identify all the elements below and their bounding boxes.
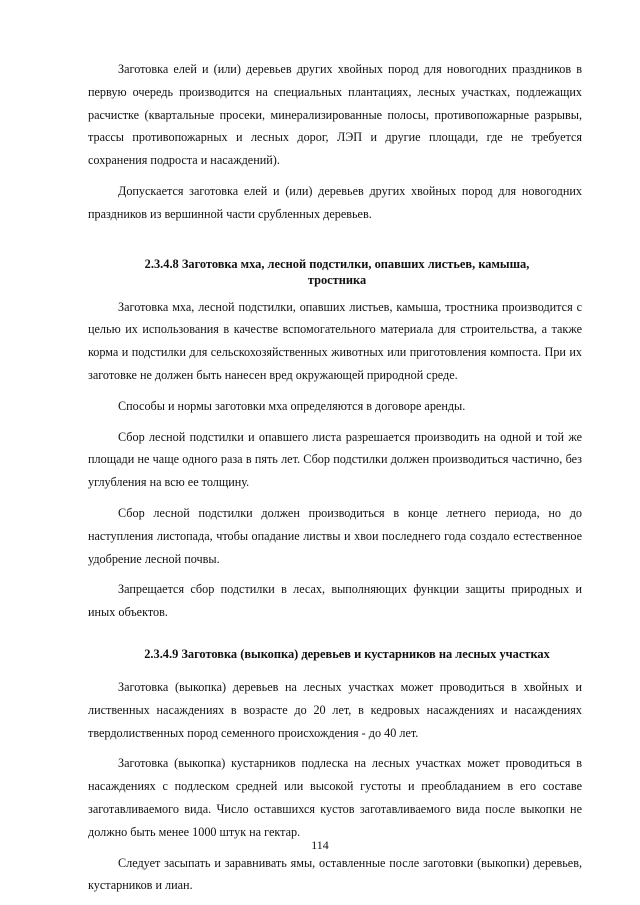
section-heading: 2.3.4.9 Заготовка (выкопка) деревьев и кустарников на лесных участках — [144, 646, 550, 661]
paragraph: Сбор лесной подстилки должен производиться в конце летнего периода, но до наступления листопада, чтобы опадание листвы и хвои последнего года создало естественное удобрение лесной почвы. — [88, 505, 582, 566]
paragraph: Способы и нормы заготовки мха определяются в договоре аренды. — [118, 398, 466, 413]
paragraph: Сбор лесной подстилки и опавшего листа разрешается производить на одной и той же площади не чаще одного раза в пять лет. Сбор подстилки должен производиться частично, без углубления на всю ее толщину. — [88, 429, 582, 490]
paragraph: Заготовка мха, лесной подстилки, опавших листьев, камыша, тростника производится с целью их использования в качестве вспомогательного материала для строительства, а также корма и подстилки для сельскохозяйственных животных или приготовления компоста. При их заготовке не должен быть нанесен вред окружающей природной среде. — [88, 299, 582, 382]
paragraph: Заготовка елей и (или) деревьев других хвойных пород для новогодних праздников в первую очередь производится на специальных плантациях, лесных участках, подлежащих расчистке (квартальные просеки, минерализированные полосы, противопожарные разрывы, трассы противопожарных и лесных дорог, ЛЭП и другие площади, где не требуется сохранения подроста и насаждений). — [88, 62, 582, 168]
paragraph: Допускается заготовка елей и (или) деревьев других хвойных пород для новогодних праздников из вершинной части срубленных деревьев. — [88, 183, 582, 221]
paragraph: Заготовка (выкопка) деревьев на лесных участках может проводиться в хвойных и лиственных насаждениях в возрасте до 20 лет, в кедровых насаждениях и насаждениях твердолиственных пород семенного происхождения - до 40 лет. — [88, 679, 582, 740]
page-number: 114 — [311, 838, 329, 852]
paragraph: Заготовка (выкопка) кустарников подлеска на лесных участках может проводиться в насаждениях с подлеском средней или высокой густоты и преобладанием в его составе заготавливаемого вида. Число оставшихся кустов заготавливаемого вида после выкопки не должно быть менее 1000 штук на гектар. — [88, 756, 582, 839]
paragraph: Следует засыпать и заравнивать ямы, оставленные после заготовки (выкопки) деревьев, кустарников и лиан. — [88, 855, 582, 893]
section-heading — [88, 256, 582, 288]
paragraph: Запрещается сбор подстилки в лесах, выполняющих функции защиты природных и иных объектов. — [88, 582, 582, 620]
section-heading-line: 2.3.4.8 Заготовка мха, лесной подстилки, опавших листьев, камыша, — [144, 256, 530, 271]
section-heading-line: тростника — [307, 272, 367, 287]
